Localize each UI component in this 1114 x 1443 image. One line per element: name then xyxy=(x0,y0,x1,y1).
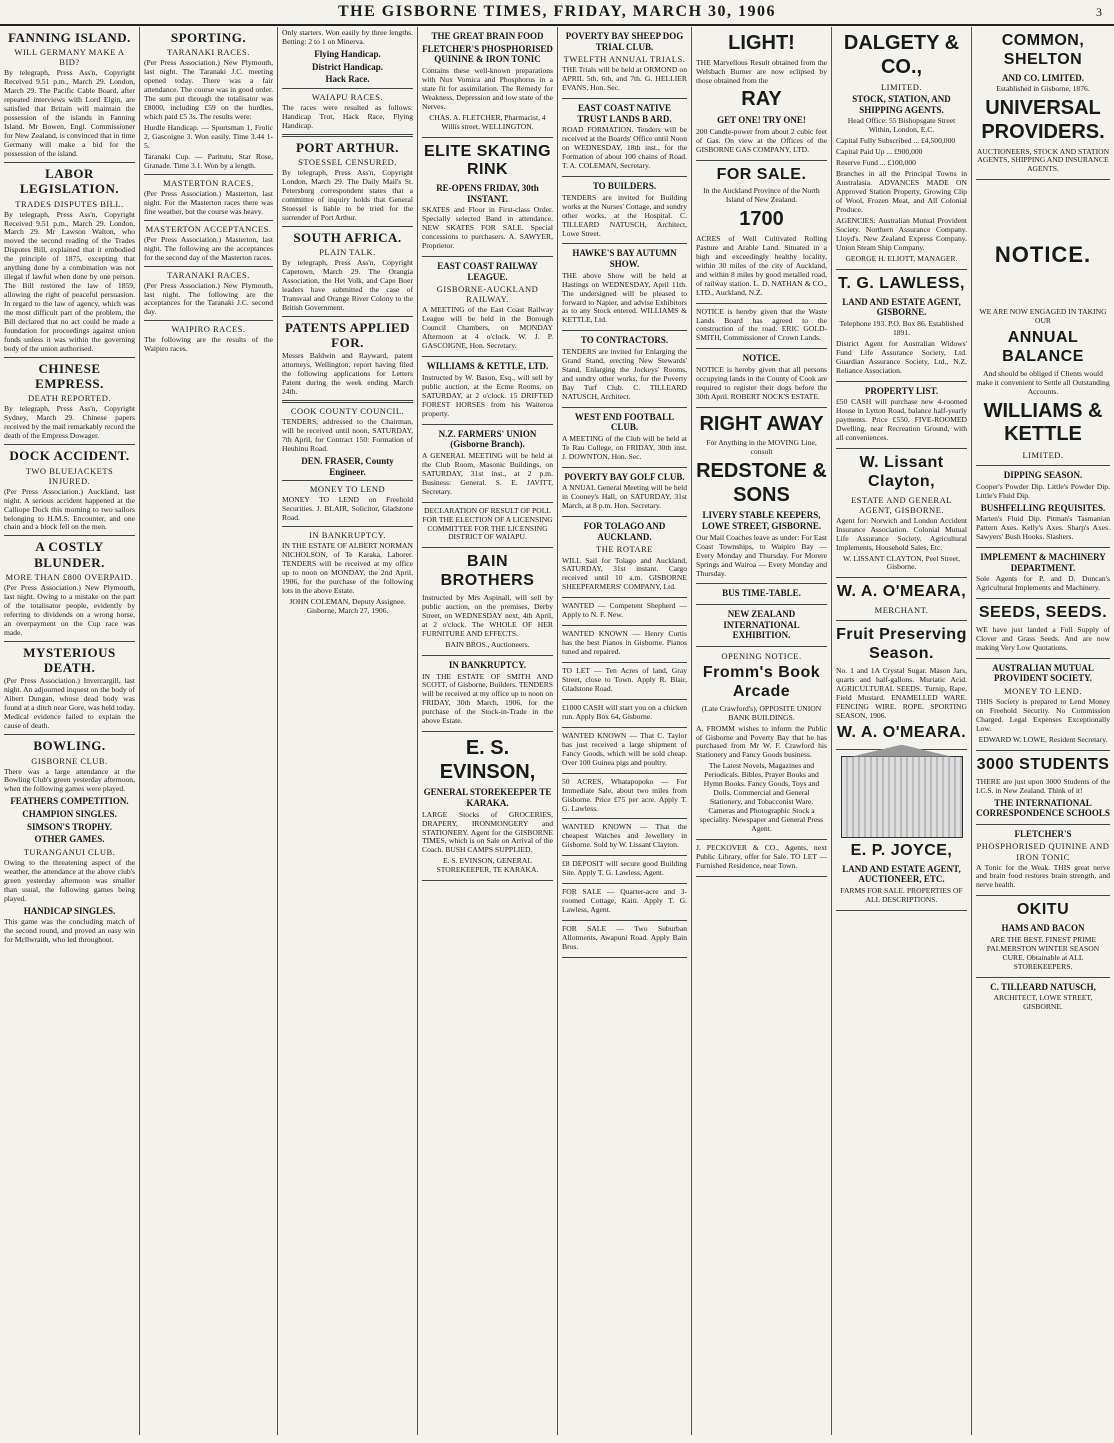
headline-sporting: SPORTING. xyxy=(170,30,247,45)
advert-title: LIGHT! xyxy=(728,32,795,54)
advert-title: HAWKE'S BAY AUTUMN SHOW. xyxy=(572,248,677,270)
advert-text: Marten's Fluid Dip. Pitman's Tasmanian Pattern Axes. Kelly's Axes. Sharp's Axes. Sawyers' Bush Hooks. Slashers. xyxy=(976,514,1110,542)
advert-title: BUSHFELLING REQUISITES. xyxy=(980,502,1106,513)
advert-subtitle: GENERAL STOREKEEPER TE KARAKA. xyxy=(423,787,552,809)
advert-subtitle: TWELFTH ANNUAL TRIALS. xyxy=(563,54,686,65)
advert-subtitle: LAND AND ESTATE AGENT, AUCTIONEER, ETC. xyxy=(842,863,961,885)
advert-title: RIGHT AWAY xyxy=(699,412,824,435)
classified xyxy=(562,921,687,958)
divider xyxy=(144,220,273,221)
headline-port-arthur: PORT ARTHUR. xyxy=(295,139,400,155)
advert-ics xyxy=(976,751,1110,825)
advert-title: FOR TOLAGO AND AUCKLAND. xyxy=(583,521,666,542)
section-head: CHAMPION SINGLES. xyxy=(22,809,117,819)
subhead: PLAIN TALK. xyxy=(319,247,376,257)
advert-title: E. P. JOYCE, xyxy=(850,841,953,859)
advert-text: WE have just landed a Full Supply of Clover and Grass Seeds. And are now making Very Low Quotations. xyxy=(976,625,1110,652)
classified xyxy=(562,663,687,700)
subhead: WAIPIRO RACES. xyxy=(171,324,246,335)
advert-book-arcade xyxy=(696,647,827,840)
advert-text: £1000 CASH will start you on a chicken run. Apply Box 64, Gisborne. xyxy=(562,702,687,721)
advert-text: TENDERS are invited for Enlarging the Grand Stand, erecting New Stewards' Stand, Enlarging the Jockeys' Rooms, and sundry other works, for the Poverty Bay Turf Club. C. TILLEARD NATUSCH, Architect. xyxy=(562,347,687,401)
headline-patents: PATENTS APPLIED FOR. xyxy=(284,319,411,351)
capital-line: Capital Paid Up ... £900,000 xyxy=(836,147,923,157)
classified xyxy=(562,856,687,884)
column-4 xyxy=(418,27,558,1435)
advert-title: COMMON, SHELTON xyxy=(1001,32,1085,68)
advert-signature: BAIN BROS., Auctioneers. xyxy=(445,639,530,649)
advert-title: ELITE SKATING RINK xyxy=(423,142,552,179)
column-8 xyxy=(972,27,1114,1435)
article-text: Messrs Baldwin and Rayward, patent attorneys, Wellington, report having filed the following applications for Letters Patent during the week ending March 24th. xyxy=(282,351,413,397)
article-text: (Per Press Association.) Invercargill, last night. An adjourned inquest on the body of Albert Dungan, whose dead body was found at a ditch near Gore, was held today. Medical evidence failed to explain the cause of death. xyxy=(4,676,135,731)
advert-sheep-dog xyxy=(562,27,687,99)
headline-bowling: BOWLING. xyxy=(33,738,106,754)
article-text: (Per Press Association.) Masterton, last night. The following are the acceptances for the second day of the Masterton races. xyxy=(144,234,273,262)
advert-text: DECLARATION OF RESULT OF POLL FOR THE ELECTION OF A LICENSING COMMITTEE FOR THE LICENSING DISTRICT OF WAIAPU. xyxy=(422,505,553,542)
section-head: HANDICAP SINGLES. xyxy=(23,905,116,916)
article-text: (Per Press Association.) New Plymouth, last night. Owing to a mistake on the part of the totalisator people, evidently by referring to dividends on a wrong horse, an overpayment on the Cup race was made. xyxy=(4,583,135,637)
advert-railway-league xyxy=(422,257,553,357)
advert-text: WANTED KNOWN — That the cheapest Watches and Jewellery in Gisborne. Sold by W. Lissant Clayton. xyxy=(562,822,687,850)
advert-title: THE GREAT BRAIN FOOD xyxy=(431,31,544,41)
advert-subtitle: THE INTERNATIONAL CORRESPONDENCE SCHOOLS xyxy=(976,797,1110,819)
headline-fanning: FANNING ISLAND. xyxy=(8,30,131,45)
advert-headline: UNIVERSAL PROVIDERS. xyxy=(981,97,1105,143)
section-head: SIMSON'S TROPHY. xyxy=(26,821,113,832)
advert-contractors xyxy=(562,331,687,407)
advert-joyce xyxy=(836,750,967,911)
divider xyxy=(282,526,413,527)
advert-subtitle: HAMS AND BACON xyxy=(1001,923,1085,934)
advert-title: C. TILLEARD NATUSCH, xyxy=(990,981,1096,992)
divider xyxy=(282,316,413,317)
advert-signature: EDWARD W. LOWE, Resident Secretary. xyxy=(978,734,1108,744)
advert-title: TO CONTRACTORS. xyxy=(580,335,669,346)
advert-text: WANTED KNOWN — That C. Taylor has just received a large shipment of Fancy Goods, which will be sold cheap. Over 100 Guinea pigs and poultry. xyxy=(562,730,687,767)
section-head: FEATHERS COMPETITION. xyxy=(10,796,129,807)
column-3 xyxy=(278,27,418,1435)
advert-text: NOTICE is hereby given that all persons occupying lands in the County of Cook are required to register their dogs before the 30th April. ROBERT NOCK'S ESTATE. xyxy=(696,364,827,401)
column-5 xyxy=(558,27,692,1435)
divider xyxy=(282,88,413,89)
headline-chinese-empress: CHINESE EMPRESS. xyxy=(35,360,104,392)
article-text: (Per Press Association.) Masterton, last night. For the Masterton races there was fine weather, but the course was heavy. xyxy=(144,188,273,216)
advert-subtitle: AND CO. LIMITED. xyxy=(1001,72,1084,83)
advert-notice xyxy=(696,349,827,407)
advert-brand: RAY xyxy=(741,88,782,111)
advert-implements xyxy=(976,548,1110,599)
advert-bus-timetable xyxy=(696,584,827,605)
advert-subtitle: ARCHITECT, LOWE STREET, GISBORNE. xyxy=(993,993,1093,1012)
advert-subtitle: LIMITED. xyxy=(880,82,923,93)
divider xyxy=(4,357,135,358)
advert-skating-rink xyxy=(422,138,553,258)
advert-bankruptcy xyxy=(422,656,553,732)
advert-text: ACRES of Well Cultivated Rolling Pasture and Arable Land. Situated in a high and exceedingly healthy locality, within 30 miles of the city of Auckland, and within 8 miles by good metalled road, of railway station. L. D. NATHAN & CO., LTD., Auckland, N.Z. xyxy=(696,233,827,297)
subhead: TRADES DISPUTES BILL. xyxy=(15,198,124,209)
article-text: Taranaki Cup. — Paritutu, Star Rose, Granade. Time 3.1. Won by a length. xyxy=(144,151,273,170)
advert-for-sale xyxy=(696,161,827,304)
advert-title: POVERTY BAY GOLF CLUB. xyxy=(564,471,685,482)
divider xyxy=(4,162,135,163)
advert-lissant-clayton xyxy=(836,449,967,579)
divider xyxy=(4,734,135,735)
article-text: IN THE ESTATE OF ALBERT NORMAN NICHOLSON, of Te Karaka, Laborer. TENDERS will be received at my office up to noon on MONDAY, the 2nd April, 1906, for the purchase of the following lots in the above Estate. xyxy=(282,541,413,595)
advert-text: TO LET — Ten Acres of land, Gray Street, close to Town. Apply R. Blair, Gladstone Road. xyxy=(562,666,687,693)
advert-subtitle: RE-OPENS FRIDAY, 30th INSTANT. xyxy=(436,183,539,204)
advert-title: FOR SALE. xyxy=(716,165,807,183)
section-head: District Handicap. xyxy=(312,61,383,72)
advert-fruit-preserving xyxy=(836,621,967,749)
advert-brain-food xyxy=(422,27,553,138)
divider xyxy=(282,134,413,137)
article-text: (Per Press Association.) New Plymouth, last night. The following are the acceptances for the Taranaki J.C. second day. xyxy=(144,280,273,317)
advert-text: ARE THE BEST. FINEST PRIME PALMERSTON WINTER SEASON CURE. Obtainable at ALL STOREKEEPERS. xyxy=(986,934,1100,971)
advert-declaration xyxy=(422,503,553,549)
advert-subtitle: LIVERY STABLE KEEPERS, LOWE STREET, GISBORNE. xyxy=(701,510,822,532)
advert-title: PROPERTY LIST. xyxy=(864,385,939,396)
subhead: IN BANKRUPTCY. xyxy=(309,530,386,541)
advert-crown-lands xyxy=(696,304,827,350)
advert-title: WILLIAMS & KETTLE, LTD. xyxy=(426,361,549,372)
headline-costly-blunder: A COSTLY BLUNDER. xyxy=(34,539,105,570)
advert-seeds xyxy=(976,599,1110,659)
subhead: TURANGANUI CLUB. xyxy=(23,846,116,857)
advert-title: DALGETY & CO., xyxy=(843,32,960,78)
advert-annual-balance xyxy=(976,180,1110,466)
advert-text: A. FROMM wishes to inform the Public of Gisborne and Poverty Bay that he has purchased from Mr W. F. Crawford his Stationery and Fancy Goods business. xyxy=(696,723,827,760)
advert-title: E. S. EVINSON, xyxy=(439,737,536,783)
advert-subtitle: LIMITED. xyxy=(1022,450,1064,461)
advert-text: Agent for: Norwich and London Accident Insurance Association. Colonial Mutual Life Assurance Society. Agricultural Implements, Household Sales, Etc. xyxy=(836,515,967,552)
advert-text: THE Trials will be held at ORMOND on APRIL 5th, 6th, and 7th. G. HELLIER EVANS, Hon. Sec. xyxy=(562,65,687,93)
advert-title: 3000 STUDENTS xyxy=(976,755,1110,773)
advert-text: AGENCIES: Australian Mutual Provident Society. Northern Assurance Company. Lloyd's. New Zealand Express Company. Union Steam Ship Company. xyxy=(836,215,967,252)
advert-subtitle: In the Auckland Province of the North Island of New Zealand. xyxy=(703,186,820,205)
advert-text: Sole Agents for P. and D. Duncan's Agricultural Implements and Machinery. xyxy=(976,574,1110,593)
article-text: Owing to the threatening aspect of the weather, the attendance at the above club's green yesterday afternoon was smaller than usual, the following games being played. xyxy=(4,857,135,903)
advert-rotare xyxy=(562,517,687,598)
advert-text: A MEETING of the East Coast Railway League will be held in the Borough Council Chambers, on MONDAY Afternoon at 4 o'clock. W. J. P. GASCOIGNE, Hon. Secretary. xyxy=(422,305,553,351)
advert-text: FOR SALE — Quarter-acre and 3-roomed Cottage, Kaiti. Apply T. G. Lawless, Agent. xyxy=(562,887,687,915)
advert-text: WILL Sail for Tolago and Auckland, SATURDAY, 31st instant. Cargo received until 10 a.m. GISBORNE SHEEPFARMERS' COMPANY, Ltd. xyxy=(562,555,687,592)
advert-subtitle: STOCK, STATION, AND SHIPPING AGENTS. xyxy=(852,94,951,115)
advert-dipping xyxy=(976,466,1110,548)
advert-title: IMPLEMENT & MACHINERY DEPARTMENT. xyxy=(980,552,1106,573)
subhead: DEATH REPORTED. xyxy=(27,393,112,404)
advert-text: A MEETING of the Club will be held at Te Rau College, on FRIDAY, 30th inst. J. DOWNTON, Hon. Sec. xyxy=(562,433,687,461)
advert-subtitle: LAND AND ESTATE AGENT, GISBORNE. xyxy=(842,296,961,318)
section-head: Flying Handicap. xyxy=(314,48,381,59)
article-text: (Per Press Association.) New Plymouth, last night. The Taranaki J.C. meeting opened today. There was a fair attendance. The course was in good order. The sum put through the totalisator was £8000, including £59 on the hurdles, which paid £5 3s. The results were: xyxy=(144,58,273,122)
divider xyxy=(282,480,413,481)
advert-title: SEEDS, SEEDS. xyxy=(978,604,1108,622)
advert-builders xyxy=(562,177,687,244)
advert-okitu xyxy=(976,896,1110,977)
advert-text: £50 CASH will purchase new 4-roomed House in Lytton Road, balance half-yearly payments. Price £550. FIVE-ROOMED Dwelling, near Recreation Ground, with all conveniences. xyxy=(836,397,967,442)
advert-natusch xyxy=(976,978,1110,1018)
advert-title: NEW ZEALAND INTERNATIONAL EXHIBITION. xyxy=(723,609,800,641)
signature: JOHN COLEMAN, Deputy Assignee. Gisborne, March 27, 1906. xyxy=(289,596,406,615)
advert-text: IN THE ESTATE OF SMITH AND SCOTT, of Gisborne, Builders. TENDERS will be received at my office up to noon on FRIDAY, 30th March, 1906, for the purchase of the Stock-in-Trade in the above Estate. xyxy=(422,671,553,726)
headline-mysterious-death: MYSTERIOUS DEATH. xyxy=(23,644,116,676)
advert-title: W. A. O'MEARA, xyxy=(836,583,967,601)
advert-title: POVERTY BAY SHEEP DOG TRIAL CLUB. xyxy=(565,31,684,52)
advert-text: ROAD FORMATION. Tenders will be received at the Boards' Office until Noon on WEDNESDAY, 18th inst., for the Formation of about 100 chains of Road. T. A. COLEMAN, Secretary. xyxy=(562,125,687,171)
advert-signature: WILLIAMS & KETTLE xyxy=(983,399,1103,446)
advert-williams-kettle xyxy=(422,357,553,424)
advert-omeara xyxy=(836,578,967,621)
subhead: MONEY TO LEND xyxy=(309,484,386,495)
advert-text: Contains these well-known preparations with Nux Vomica and Phosphorus in a state fit for assimilation. The Remedy for Weakness, Depression and low state of the Nerves. xyxy=(422,65,553,111)
advert-title: NOTICE. xyxy=(742,353,781,364)
advert-text: District Agent for Australian Widows' Fund Life Assurance Society, Ltd. Guardian Assurance Society, Ltd., N.Z. Reliance Association. xyxy=(836,338,967,375)
classified xyxy=(562,774,687,820)
section-head: Hack Race. xyxy=(325,74,370,85)
advert-text: 200 Candle-power from about 2 cubic feet of Gas. On view at the Offices of the GISBORNE GAS COMPANY, LTD. xyxy=(696,126,827,154)
classified xyxy=(562,626,687,663)
article-text: By telegraph, Press Ass'n, Copyright Received 9.51 p.m., March 29. London, March 29. The Pacific Cable Board, after repeated interviews with Lord Elgin, are satisfied that Britain will maintain the possession of the islands in Fanning Island. Mr Bowen, Engl. Commissioner for New Zealand, is convinced that in time Germany will make a bid for the possession of the island. xyxy=(4,68,135,158)
advert-text: WANTED — Competent Shepherd — Apply to N. F. New. xyxy=(562,601,687,620)
page-number: 3 xyxy=(1096,5,1102,19)
advert-title: W. Lissant Clayton, xyxy=(859,453,944,490)
article-text: MONEY TO LEND on Freehold Securities. J. BLAIR, Solicitor, Gladstone Road. xyxy=(282,495,413,523)
classified xyxy=(562,819,687,856)
article-text: Only starters. Won easily by three lengths. Betting: 2 to 1 on Minerva. xyxy=(282,28,413,46)
advert-title: FLETCHER'S xyxy=(1014,828,1072,839)
advert-title: T. G. LAWLESS, xyxy=(837,274,965,292)
advert-exhibition xyxy=(696,605,827,647)
advert-text: Instructed by Mrs Aspinall, will sell by public auction, on the premises, Derby Street, on WEDNESDAY next, 4th April, at 2 o'clock. The WHOLE OF HER FURNITURE AND EFFECTS. xyxy=(422,593,553,638)
subhead: TWO BLUEJACKETS INJURED. xyxy=(25,465,114,486)
advert-signature: GEORGE H. ELIOTT, MANAGER. xyxy=(845,253,958,263)
newspaper-title: THE GISBORNE TIMES, FRIDAY, MARCH 30, 1906 xyxy=(337,3,777,20)
advert-football xyxy=(562,408,687,468)
article-text: TENDERS, addressed to the Chairman, will be received until noon, SATURDAY, 7th April, for Contract 150: Formation of Heuhinu Road. xyxy=(282,417,413,454)
advert-signature: E. S. EVINSON, GENERAL STOREKEEPER, TE KARAKA. xyxy=(436,856,539,875)
article-text: By telegraph, Press Ass'n, Copyright Sydney, March 29. Chinese papers received by the mail remarkably record the death of the Empress Dowager. xyxy=(4,404,135,441)
advert-text: Cooper's Powder Dip. Little's Powder Dip. Little's Fluid Dip. xyxy=(976,481,1110,500)
advert-title: BUS TIME-TABLE. xyxy=(722,588,801,599)
advert-text: THE Marvellous Result obtained from the Welsbach Burner are now eclipsed by those obtained from the xyxy=(696,57,827,85)
classified xyxy=(562,728,687,774)
subhead: TARANAKI RACES. xyxy=(167,269,250,280)
advert-text: Head Office: 55 Bishopsgate Street Within, London, E.C. xyxy=(847,116,956,135)
subhead: MORE THAN £800 OVERPAID. xyxy=(5,572,134,583)
advert-text: For Anything in the MOVING Line, consult xyxy=(706,438,817,457)
advert-native-trust xyxy=(562,99,687,177)
subhead: STOESSEL CENSURED. xyxy=(298,156,397,167)
column-7 xyxy=(832,27,972,1435)
advert-subtitle: MONEY TO LEND. xyxy=(1004,686,1082,697)
divider xyxy=(4,444,135,445)
advert-text: THERE are just upon 3000 Students of the I.C.S. in New Zealand. Think of it! xyxy=(976,776,1110,795)
advert-subtitle: GISBORNE-AUCKLAND RAILWAY. xyxy=(436,284,539,305)
advert-number: 1700 xyxy=(739,208,784,231)
advert-kicker: OPENING NOTICE. xyxy=(721,650,802,661)
advert-amp-society xyxy=(976,659,1110,751)
advert-text: £8 DEPOSIT will secure good Building Site. Apply T. G. Lawless, Agent. xyxy=(562,859,687,878)
advert-title: BAIN BROTHERS xyxy=(440,553,535,590)
advert-right-away xyxy=(696,408,827,585)
advert-signature: W. A. O'MEARA. xyxy=(836,723,967,741)
advert-text: Our Mail Coaches leave as under: For East Coast Townships, to Waipiro Bay — Every Monday and Thursday. For Morere Springs and Wairoa — Every Monday and Thursday. xyxy=(696,532,827,578)
advert-text: 50 ACRES, Whatapopoko — For Immediate Sale, about two miles from Gisborne. Price £75 per acre. Apply T. G. Lawless. xyxy=(562,776,687,813)
advert-title: EAST COAST RAILWAY LEAGUE. xyxy=(437,261,538,282)
advert-text: WANTED KNOWN — Henry Curtis has the best Pianos in Gisborne. Pianos tuned and repaired. xyxy=(562,629,687,657)
divider xyxy=(4,535,135,536)
advert-dalgety xyxy=(836,27,967,270)
advert-peckover xyxy=(696,840,827,877)
advert-title: AUSTRALIAN MUTUAL PROVIDENT SOCIETY. xyxy=(992,662,1094,684)
advert-autumn-show xyxy=(562,244,687,331)
capital-line: Capital Fully Subscribed ... £4,500,000 xyxy=(836,136,956,146)
advert-brand: REDSTONE & SONS xyxy=(696,460,827,506)
column-1 xyxy=(0,27,140,1435)
advert-farmers-union xyxy=(422,425,553,503)
advert-golf xyxy=(562,468,687,517)
article-text: By telegraph, Press Ass'n, Copyright London, March 29. The Daily Mail's St. Petersburg correspondent states that a committee of inquiry holds that General Stoessel is liable to be tried for the surrender of Port Arthur. xyxy=(282,167,413,222)
classified xyxy=(562,598,687,626)
subhead: TARANAKI RACES. xyxy=(167,47,250,58)
advert-text: Branches in all the Principal Towns in Australasia. ADVANCES MADE ON Approved Station Property, Growing Clip of Wool, Frozen Meat, and All Colonial Produce. xyxy=(836,169,967,214)
article-text: There was a large attendance at the Bowling Club's green yesterday afternoon, when the following games were played. xyxy=(4,766,135,794)
column-6 xyxy=(692,27,832,1435)
classified xyxy=(562,884,687,921)
advert-text: TENDERS are invited for Building works at the Nurses' Cottage, and sundry other works, at the Hospital. C. TILLEARD NATUSCH, Architect, Lowe Street. xyxy=(562,192,687,238)
advert-title: Fruit Preserving Season. xyxy=(836,626,967,663)
article-text: The races were resulted as follows: Handicap Trot, Hack Race, Flying Handicap. xyxy=(282,102,413,130)
advert-subtitle: PHOSPHORISED QUININE AND IRON TONIC xyxy=(976,841,1110,862)
subhead: GISBORNE CLUB. xyxy=(31,755,108,766)
divider xyxy=(282,400,413,403)
advert-subtitle: GET ONE! TRY ONE! xyxy=(717,115,806,126)
advert-text: The Latest Novels, Magazines and Periodicals. Bibles, Prayer Books and Hymn Books. Fancy Goods, Toys and Dolls. Commercial and General Stationery, and Tobacconist Ware. Cameras and Photographic Stock a speciality. Newspaper and General Press Agent. xyxy=(699,761,824,834)
advert-headline: ANNUAL BALANCE xyxy=(1002,329,1084,366)
advert-lawless xyxy=(836,270,967,382)
advert-text: A NNUAL General Meeting will be held in Cooney's Hall, on SATURDAY, 31st March, at 8 p.m. Hon. Secretary. xyxy=(562,483,687,511)
article-text: By telegraph, Press Ass'n, Copyright Received 9.51 p.m., March 29. London, March 29. Mr Lawson Walton, who moved the second reading of the Trades Disputes Bill, explained that it embodied the principle of 1875, excepting that anything done by a combination was not illegal if lawful when done by one person. The Bill restored the law of 1859, allowing the right of peaceful persuasion. In regard to the law of agency, which was the most difficult part of the problem, the Bill declared that no act could be made a foundation for proceedings against union funds unless it was within the governing body of the union authorised. xyxy=(4,209,135,353)
headline-dock-accident: DOCK ACCIDENT. xyxy=(9,448,130,464)
advert-text: FARMS FOR SALE. PROPERTIES OF ALL DESCRIPTIONS. xyxy=(840,885,963,904)
divider xyxy=(144,266,273,267)
advert-title: TO BUILDERS. xyxy=(592,181,657,192)
advert-title: EAST COAST NATIVE TRUST LANDS B ARD. xyxy=(577,103,672,124)
advert-text: Telephone 193. P.O. Box 86. Established 1891. xyxy=(839,318,964,337)
advert-title: DIPPING SEASON. xyxy=(1003,470,1083,481)
capital-line: Reserve Fund ... £100,000 xyxy=(836,158,916,168)
advert-title: NOTICE. xyxy=(994,242,1092,268)
advert-title: IN BANKRUPTCY. xyxy=(448,659,527,670)
advert-subtitle: THE ROTARE xyxy=(596,544,653,555)
advert-signature: W. LISSANT CLAYTON, Peel Street, Gisborne. xyxy=(842,553,961,572)
column-2 xyxy=(140,27,278,1435)
advert-title: WEST END FOOTBALL CLUB. xyxy=(574,411,675,433)
subhead: WILL GERMANY MAKE A BID? xyxy=(14,47,125,68)
subhead: MASTERTON RACES. xyxy=(163,177,254,188)
advert-light xyxy=(696,27,827,161)
signature: DEN. FRASER, County Engineer. xyxy=(301,455,394,477)
advert-text: Established in Gisborne, 1876. xyxy=(996,84,1090,94)
columns xyxy=(0,27,1114,1437)
advert-subtitle: MERCHANT. xyxy=(874,605,929,616)
advert-text: SKATES and Floor in First-class Order. Specially selected Band in attendance. NEW SKATES FOR SALE. Special concessions to purchasers. A. SAWYER, Proprietor. xyxy=(422,205,553,251)
advert-title: N.Z. FARMERS' UNION (Gisborne Branch). xyxy=(438,428,537,450)
advert-text: THE above Show will be held at Hastings on WEDNESDAY, April 11th. The undersigned will be pleased to forward to Napier, and advise Exhibitors as to any Stock entered. WILLIAMS & KETTLE, Ltd. xyxy=(562,270,687,325)
advert-text: And should be obliged if Clients would make it convenient to Settle all Outstanding Accounts. xyxy=(976,368,1110,396)
section-head: OTHER GAMES. xyxy=(34,834,105,845)
advert-text: LARGE Stocks of GROCERIES, DRAPERY, IRONMONGERY and STATIONERY. Agent for the GISBORNE TIMES, which is on Sale on Arrival of the Coach. BUSH CAMPS SUPPLIED. xyxy=(422,809,553,855)
advert-signature: CHAS. A. FLETCHER, Pharmacist, 4 Willis street, WELLINGTON. xyxy=(429,112,546,131)
advert-subtitle: FLETCHER'S PHOSPHORISED QUININE & IRON TONIC xyxy=(422,43,553,65)
subhead: WAIAPU RACES. xyxy=(311,91,384,102)
advert-text: WE ARE NOW ENGAGED IN TAKING OUR xyxy=(979,307,1107,326)
classified xyxy=(562,700,687,728)
advert-text: No. 1 and 1A Crystal Sugar. Mason Jars, quarts and half-gallons. Muriatic Acid. AGRICULTURAL SEEDS. Turnip, Rape, Field Mustard. ENAMELLED WARE. FENCING WIRE. ROPE. SPORTING SEASON, 1906. xyxy=(836,666,967,720)
advert-property-list xyxy=(836,382,967,449)
advert-text: A Tonic for the Weak. THIS great nerve and brain food restores brain strength, and nerve health. xyxy=(976,862,1110,890)
subhead: MASTERTON ACCEPTANCES. xyxy=(145,223,272,234)
divider xyxy=(4,641,135,642)
headline-south-africa: SOUTH AFRICA. xyxy=(293,229,402,245)
article-text: Hurdle Handicap. — Sportsman 1, Frolic 2, Gascoigne 3. Won easily. Time 3.44 1-5. xyxy=(144,123,273,150)
headline-labor: LABOR LEGISLATION. xyxy=(19,165,120,197)
advert-text: AUCTIONEERS, STOCK AND STATION AGENTS, SHIPPING AND INSURANCE AGENTS. xyxy=(976,146,1110,174)
advert-fletcher-tonic xyxy=(976,825,1110,897)
advert-text: Instructed by W. Bason, Esq., will sell by public auction, at the Ecme Rooms, on SATURDAY, at 2 o'clock. 15 DRIFTED FOREST HORSES from his Waiteroa property. xyxy=(422,372,553,418)
masthead xyxy=(0,0,1114,26)
article-text: (Per Press Association.) Auckland, last night. A serious accident happened at the Calliope Dock this morning to two sailors belonging to H.M.S. Encounter, and one chain and a block fell on the men. xyxy=(4,486,135,532)
shop-illustration xyxy=(841,756,963,838)
advert-bain-brothers xyxy=(422,548,553,655)
article-text: This game was the concluding match of the second round, and proved an easy win for Mcllwraith, who led throughout. xyxy=(4,917,135,945)
article-text: The following are the results of the Waipiro races. xyxy=(144,335,273,354)
divider xyxy=(282,226,413,227)
advert-evinson xyxy=(422,732,553,881)
article-text: By telegraph, Press Ass'n, Copyright Capetown, March 29. The Orangia Association, the Het Volk, and Cape Boer leaders have submitted the case of Transvaal and Orange River Colony to the British Government. xyxy=(282,258,413,312)
advert-common-shelton xyxy=(976,27,1110,180)
advert-text: FOR SALE — Two Suburban Allotments, Awapuni Road. Apply Bain Bros. xyxy=(562,924,687,951)
advert-text: A GENERAL MEETING will be held at the Club Room, Masonic Buildings, on SATURDAY, 31st inst., at 2 p.m. Business: General. S. E. JAVITT, Secretary. xyxy=(422,450,553,496)
divider xyxy=(144,320,273,321)
divider xyxy=(144,174,273,175)
advert-subtitle: ESTATE AND GENERAL AGENT, GISBORNE. xyxy=(851,494,952,515)
subhead: COOK COUNTY COUNCIL. xyxy=(290,406,405,417)
advert-title: Fromm's Book Arcade xyxy=(702,663,821,700)
advert-text: J. PECKOVER & CO., Agents, next Public Library, offer for Sale. TO LET — Furnished Residence, near Town. xyxy=(696,843,827,870)
advert-text: THIS Society is prepared to Lend Money on Freehold Security. No Commission Charged. Legal Expenses Exceptionally Low. xyxy=(976,697,1110,733)
advert-subtitle: (Late Crawford's), OPPOSITE UNION BANK BUILDINGS. xyxy=(701,703,822,722)
advert-text: NOTICE is hereby given that the Waste Lands Board has agreed to the construction of the road. ERIC GOLD-SMITH, Commissioner of Crown Lands. xyxy=(696,306,827,343)
advert-title: OKITU xyxy=(1016,901,1070,919)
